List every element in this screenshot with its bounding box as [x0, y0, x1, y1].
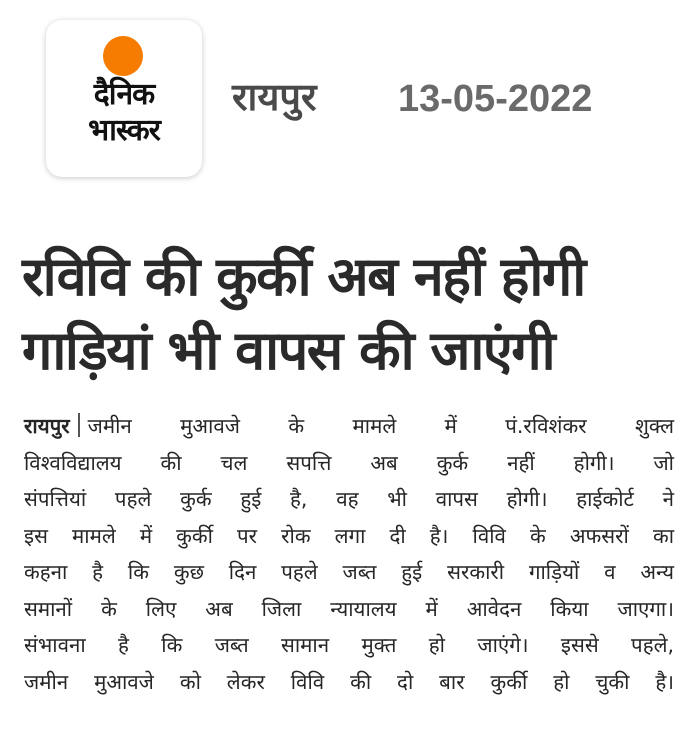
headline-line-1: रविवि की कुर्की अब नहीं होगी — [22, 245, 585, 308]
logo-text-line-2: भास्कर — [88, 113, 160, 148]
body-line-2: विश्वविद्यालय की चल सपत्ति अब कुर्क नहीं होगी। जो — [24, 450, 674, 475]
body-line-1-text: जमीन मुआवजे के मामले में पं.रविशंकर शुक्ल — [87, 414, 674, 438]
body-line-8: जमीन मुआवजे को लेकर विवि की दो बार कुर्की हो चुकी है। — [24, 669, 674, 694]
article-headline — [22, 240, 682, 388]
body-line-6: समानों के लिए अब जिला न्यायालय में आवेदन किया जाएगा। — [24, 596, 674, 621]
headline-line-2: गाड़ियां भी वापस की जाएंगी — [22, 319, 555, 382]
dateline: रायपुर — [24, 414, 70, 438]
dateline-separator — [78, 413, 80, 437]
edition-city: रायपुर — [232, 75, 317, 119]
page-header — [0, 0, 697, 200]
logo-text-line-1: दैनिक — [93, 77, 155, 112]
article-body — [24, 408, 674, 700]
body-line-5: कहना है कि कुछ दिन पहले जब्त हुई सरकारी गाड़ियों व अन्य — [24, 560, 674, 584]
body-line-7: संभावना है कि जब्त सामान मुक्त हो जाएंगे। इससे पहले, — [24, 633, 674, 657]
body-line-3: संपत्तियां पहले कुर्क हुई है, वह भी वापस होगी। हाईकोर्ट ने — [24, 487, 674, 511]
body-line-1 — [24, 408, 674, 445]
newspaper-logo — [46, 20, 202, 177]
edition-date: 13-05-2022 — [398, 78, 593, 120]
sun-icon — [103, 36, 143, 76]
body-line-4: इस मामले में कुर्की पर रोक लगा दी है। विवि के अफसरों का — [24, 523, 674, 548]
